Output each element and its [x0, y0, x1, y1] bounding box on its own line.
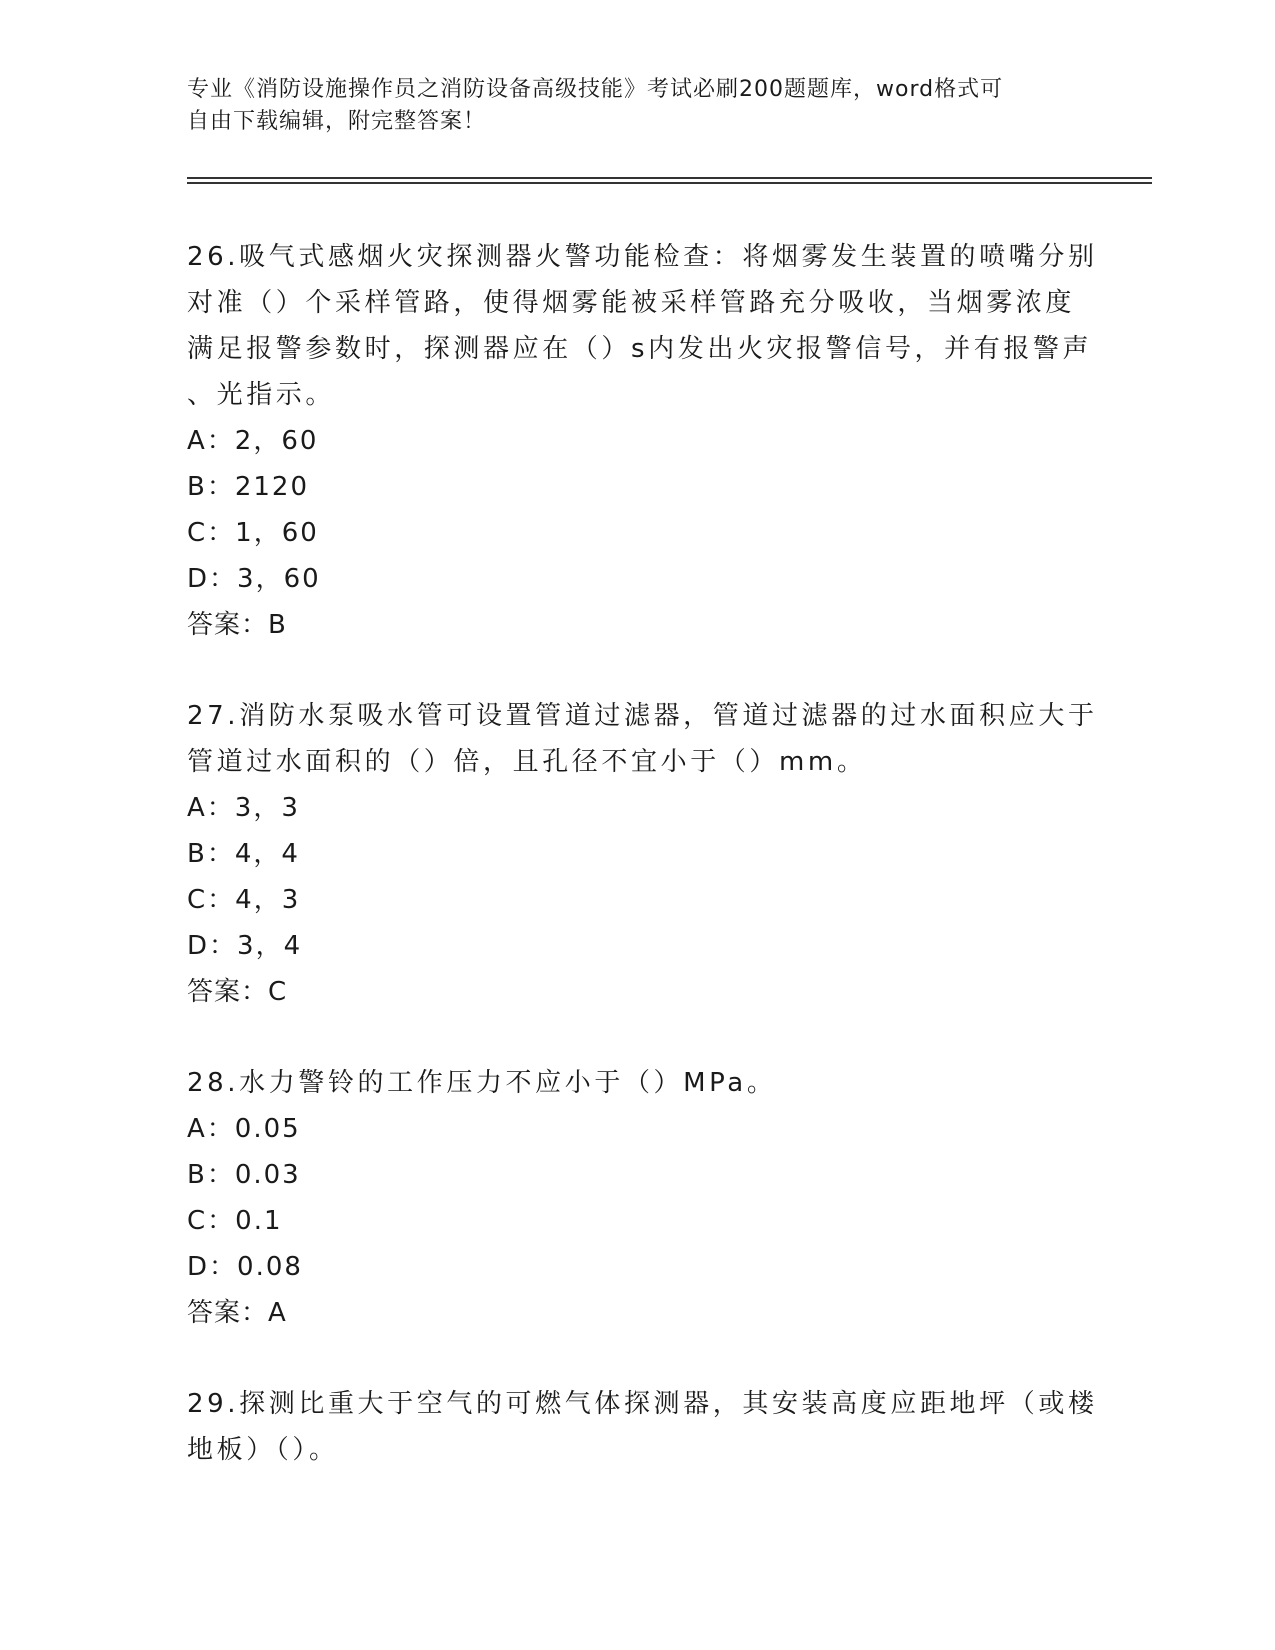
option-c: C：1，60: [187, 518, 319, 548]
answer-line: 答案：A: [187, 1298, 287, 1328]
header-divider-bottom: [187, 182, 1152, 184]
question-stem-line: 26.吸气式感烟火灾探测器火警功能检查：将烟雾发生装置的喷嘴分别: [187, 242, 1098, 272]
option-b: B：4，4: [187, 839, 300, 869]
question-stem-line: 、光指示。: [187, 380, 336, 410]
question-stem-line: 满足报警参数时，探测器应在（）s内发出火灾报警信号，并有报警声: [187, 334, 1093, 364]
question-stem-line: 地板）（）。: [187, 1435, 339, 1465]
option-a: A：2，60: [187, 426, 319, 456]
option-a: A：3，3: [187, 793, 300, 823]
option-d: D：3，4: [187, 931, 303, 961]
option-b: B：0.03: [187, 1160, 301, 1190]
header-line-1: 专业《消防设施操作员之消防设备高级技能》考试必刷200题题库，word格式可: [187, 77, 1004, 102]
option-b: B：2120: [187, 472, 310, 502]
option-d: D：3，60: [187, 564, 321, 594]
header-line-2: 自由下载编辑，附完整答案！: [187, 109, 487, 134]
question-29: [187, 1381, 1098, 1473]
question-26: [187, 234, 1098, 648]
option-c: C：0.1: [187, 1206, 283, 1236]
document-header: [187, 74, 1077, 138]
question-list: [187, 234, 1098, 1518]
answer-line: 答案：B: [187, 610, 287, 640]
option-d: D：0.08: [187, 1252, 303, 1282]
header-divider-top: [187, 177, 1152, 179]
question-stem-line: 27.消防水泵吸水管可设置管道过滤器，管道过滤器的过水面积应大于: [187, 701, 1098, 731]
question-27: [187, 693, 1098, 1015]
question-28: [187, 1060, 1087, 1336]
question-stem-line: 管道过水面积的（）倍，且孔径不宜小于（）mm。: [187, 747, 867, 777]
option-c: C：4，3: [187, 885, 301, 915]
question-stem-line: 28.水力警铃的工作压力不应小于（）MPa。: [187, 1068, 777, 1098]
question-stem-line: 对准（）个采样管路，使得烟雾能被采样管路充分吸收，当烟雾浓度: [187, 288, 1076, 318]
answer-line: 答案：C: [187, 977, 288, 1007]
option-a: A：0.05: [187, 1114, 301, 1144]
question-stem-line: 29.探测比重大于空气的可燃气体探测器，其安装高度应距地坪（或楼: [187, 1389, 1098, 1419]
